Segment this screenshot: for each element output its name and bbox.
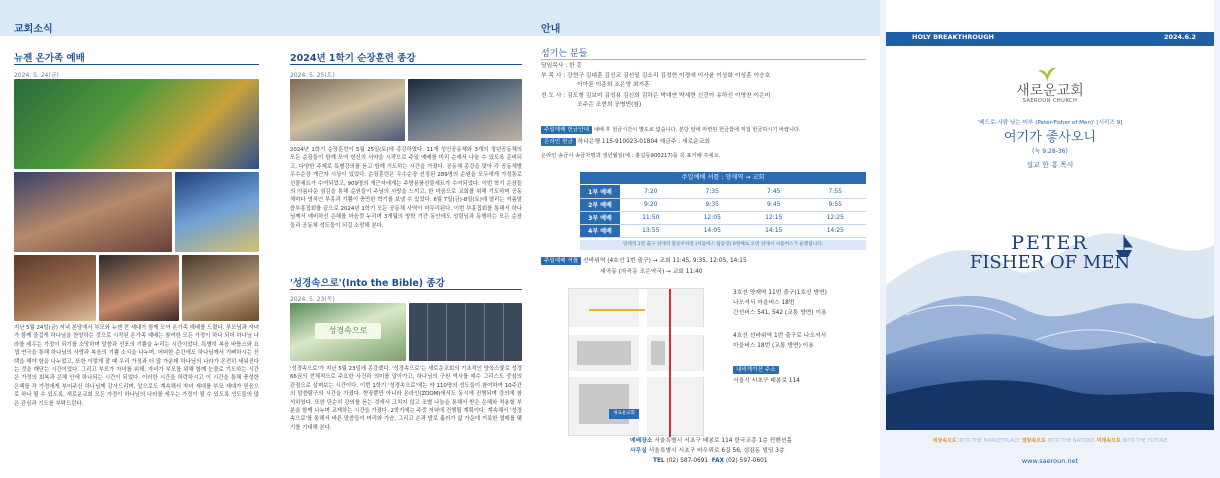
sermon-title: 여기가 좋사오니 — [1003, 130, 1097, 145]
transit2-line2: 마을버스 18번 (교통 방면) 이용 — [733, 343, 814, 349]
schedule-row-label: 4부 예배 — [580, 224, 620, 237]
schedule-time: 7:45 — [743, 185, 805, 198]
motto-1b: INTO THE MARKETPLACE — [958, 438, 1021, 444]
cover-date: 2024.6.2 — [1163, 33, 1196, 41]
addr-office-label: 사무실 — [630, 448, 647, 454]
motto-1a: 세상속으로 — [932, 438, 957, 444]
cover-wave-art — [886, 195, 1214, 430]
schedule-time: 12:25 — [805, 211, 867, 224]
schedule-table — [580, 185, 866, 238]
schedule-time: 7:35 — [682, 185, 744, 198]
transit1-line1: 3호선 양재역 11번 출구(1호선 방면) — [733, 290, 827, 296]
schedule-row — [580, 211, 866, 224]
motto-2a: 열방속으로 — [1021, 438, 1046, 444]
schedule-time: 14:05 — [682, 224, 744, 237]
transit1-line2: 나오셔서 마을버스 18번 — [733, 300, 795, 306]
map-route-red — [669, 289, 671, 437]
article1-photo-crowd — [14, 172, 172, 252]
map-road-h2 — [569, 371, 705, 377]
schedule-time: 9:20 — [620, 198, 682, 211]
schedule-row — [580, 185, 866, 198]
schedule-row-label: 1부 예배 — [580, 185, 620, 198]
cover-panel — [880, 0, 1220, 478]
schedule-time: 7:20 — [620, 185, 682, 198]
preacher: 한 홍 목사 — [1042, 161, 1074, 169]
news-header: 교회소식 — [14, 24, 53, 35]
church-name: 새로운교회 — [1016, 83, 1084, 99]
associate-line2: 이아론 이준희 조은영 최지훈 — [577, 82, 650, 88]
associate-line1: 강현구 김대훈 김선교 김선일 김소리 김정현 이경애 이사윤 이상화 이성훈 이승호 — [567, 73, 771, 79]
fax-label: FAX — [711, 458, 725, 464]
article2-body: 2024년 1학기 순장훈련이 5월 25일(토)에 종강하였다. 11개 성인공동체와 3개의 청년공동체의 모든 순장들이 함께 모여 헌신의 서약을 시작으로 주일 예배를 미리 순예서 나눌 수 있도록 준비되고, 다양한 주제로 특별강의를 듣고 함께 기도하는 시간을 가졌다. 공동체 종강을 맞아 각 공동체별 우수순장 개근자 시상이 있었다. 순장훈련은 우수순장 선정된 289명의 순원을 모두에게 가정통로선물세트가 수여되었고, 909명의 개근자에게는 주방용품선물세트가 수여되었다. 이번 학기 순장들의 아름다운 섬김을 통해 순원들이 주님의 사랑을 느끼고, 한 마음으로 교회를 위해 기도하며 공동체마다 영적인 부흥과 기쁨이 충만한 학기를 보낼 수 있었다. 6월 7일(금)-8일(토)에 열리는 여름말씀부흥집회를 끝으로 2024년 1학기 모든 공동체 사역이 마무리된다. 이번 부흥집회를 통해서 하나님께서 예비하신 은혜를 마음껏 누리며 3개월의 방학 기간 동안에도 성령님과 동행하는 모든 순장들과 공동체 성도들이 되길 소망해 본다. — [290, 147, 522, 229]
schedule-time: 14:25 — [805, 224, 867, 237]
online-offering-account: 하나은행 115-910023-01804 예금주 : 새로운교회 — [577, 139, 710, 145]
church-name-en: SAEROUN CHURCH — [1022, 98, 1078, 104]
article3-body: '성경속으로'가 지난 5월 23일에 종강했다. '성경속으로'는 새로운교회의 기초적인 양육스쿨로 성경 66권의 전체적으로 주요한 사건과 의미를 알아가고, 하나님의 구원 역사를 예수 그리스도 중심의 관점으로 살펴보는 시간이다. 이번 1학기 '성경속으로'에는 약 110명의 성도들이 참여하여 10주간의 말씀탐구의 시간을 가졌다. 현장뿐만 아니라 온라인(ZOOM)에서도 동시에 진행되며 강의에 참석하였다. 또한 단순히 강의를 듣는 것에서 그치지 않고 조별 나눔을 통해서 받은 은혜와 적용할 부분을 함께 나누며 교제하는 시간을 가졌다. 2학기에는 주중 저녁에 진행될 계획이다. 계속해서 '성경속으로'를 통해서 바른 말씀들이 머리와 가슴, 그리고 손과 발로 흘러가 삶 가운데 거룩한 열매를 맺기를 기대해 본다. — [290, 366, 522, 431]
article1-photo-3 — [182, 255, 259, 321]
schedule-time: 12:15 — [743, 211, 805, 224]
article3-photo-zoom — [409, 303, 522, 361]
cover-top-left: HOLY BREAKTHROUGH — [912, 33, 994, 41]
nav-label: 내비게이션 주소 — [733, 366, 779, 374]
article2-title: 2024년 1학기 순장훈련 종강 — [290, 53, 416, 64]
tel-label: TEL — [653, 458, 665, 464]
schedule-time: 14:15 — [743, 224, 805, 237]
news-header-bar — [0, 0, 535, 36]
offering-label: 주일예배 헌금안내 — [541, 126, 592, 134]
logo-line2: FISHER OF MEN — [969, 252, 1131, 273]
evangelist-line1: 김도형 김보미 김성용 김신희 김하은 박대연 박세현 신건아 유하선 이영찬 이은미 — [567, 93, 771, 99]
online-offering-label: 온라인 헌금 — [541, 138, 576, 146]
schedule-row — [580, 224, 866, 237]
article2-divider — [290, 64, 522, 65]
schedule-title: 주일예배 셔틀 : 양재역 → 교회 — [580, 172, 866, 184]
article1-title: 뉴젠 온가족 예배 — [14, 53, 85, 64]
senior-pastor: 한 홍 — [569, 63, 583, 69]
map-road-h1 — [569, 327, 705, 335]
location-map — [568, 288, 704, 436]
article1-photo-1 — [14, 255, 96, 321]
schedule-time: 9:55 — [805, 198, 867, 211]
schedule-time: 13:55 — [620, 224, 682, 237]
map-route-yellow — [589, 309, 645, 311]
schedule-time: 12:05 — [682, 211, 744, 224]
article1-body: 지난 5월 24일(금) 저녁 본당에서 부모와 뉴젠 전 세대가 함께 모여 온가족 예배를 드렸다. 부모님과 자녀가 함께 즐겁게 하나님을 찬양하는 것으로 시작된 온가족 예배는 참여한 모든 가정이 하나 되어 하나님 나라를 세우는 가정이 되기를 소망하며 말씀과 선포의 기쁨을 누리는 시간이었다. 특별히 복음 바틀스와 요셉 연극을 통해 하나님의 사랑과 복음의 기쁨 소식을 나누며, 어떠한 순간에도 하나님께서 기뻐하시는 선택을 해야 함을 나누었고, 또한 이렇게 잘 때 우리 가정과 더 많 가운데 하나님의 나라가 온전히 세워진다는 것을 깨닫는 시간이었다. 그리고 부모가 자녀를 위해, 자녀가 부모를 위해 함께 눈물로 기도하는 시간은 가정의 회복과 은혜 안에 하나되는 시간이 되었다. 이러한 시간을 허락하시고 이 시간을 통해 풍성한 은혜를 각 가정에게 부어주신 하나님께 감사드리며, 앞으로도 계속해서 자녀 세대를 부모 세대가 믿음으로 하나 될 수 있도록, 새로운교회 모든 가정이 하나님의 나라를 세우는 가정이 될 수 있도록 성도들의 많은 관심과 기도를 부탁드린다. — [14, 325, 259, 407]
sermon-series: '베드로-사람 낚는 어부 (Peter-Fisher of Men)' [시리즈 9] — [977, 120, 1123, 126]
article3-photo-group — [290, 303, 406, 361]
associate-label: 부 목 사 — [541, 73, 562, 79]
schedule-row — [580, 198, 866, 211]
motto-3a: 미래속으로 — [1096, 438, 1121, 444]
motto-2b: INTO THE NATIONS — [1047, 438, 1095, 444]
schedule-time: 11:50 — [620, 211, 682, 224]
shuttle-label: 주일예배 셔틀 — [541, 257, 581, 265]
tel: (02) 587-0691 — [666, 458, 709, 464]
evangelist-line2: 조주은 조현희 공병빈(참) — [577, 102, 642, 108]
article3-divider — [290, 289, 522, 290]
schedule-time: 9:45 — [743, 198, 805, 211]
article2-photo-1 — [290, 79, 405, 141]
website-link[interactable]: www.saeroun.net — [1021, 457, 1079, 465]
transit2-line1: 4호선 선바위역 1번 출구로 나오셔서 — [733, 333, 827, 339]
shuttle-line2: 세곡동 (자곡동 조은약국) → 교회 11:40 — [600, 269, 703, 275]
serving-divider — [541, 59, 866, 60]
motto — [880, 437, 1220, 444]
schedule-time: 9:35 — [682, 198, 744, 211]
article1-photo-2 — [99, 255, 179, 321]
serving-title: 섬기는 분들 — [541, 49, 588, 59]
map-block-2 — [651, 341, 665, 365]
article2-date: 2024. 5. 25(토) — [290, 72, 335, 79]
schedule-row-label: 2부 예배 — [580, 198, 620, 211]
article3-banner: 성경속으로 — [315, 323, 381, 339]
shuttle-line1: 선바위역 (4호선 1번 출구) → 교회 11:45, 9:35, 12:05, 14:15 — [583, 258, 747, 264]
news-panel — [0, 0, 535, 478]
offering-text: 예배 후 헌금시간이 별도로 없습니다. 본당 앞에 마련된 헌금함에 직접 헌금하시기 바랍니다. — [593, 127, 801, 133]
schedule-time: 7:55 — [805, 185, 867, 198]
nav-address: 서울시 서초구 태봉로 114 — [733, 378, 800, 384]
senior-pastor-label: 담임목사 — [541, 63, 564, 69]
transit1-line3: 간선버스 541, 542 (교통 방면) 이용 — [733, 310, 827, 316]
article1-photo-stage — [14, 79, 259, 169]
addr-worship-label: 예배장소 — [630, 438, 653, 444]
article3-date: 2024. 5. 23(목) — [290, 296, 335, 303]
online-offering-note: 온라인 송금시 송금자명과 생년월일(예 : 홍길동900217)를 꼭 표기해 주세요. — [541, 153, 721, 159]
scripture: (눅 9:28-36) — [1032, 148, 1068, 155]
map-block-1 — [577, 341, 631, 365]
article1-date: 2024. 5. 24(금) — [14, 72, 59, 79]
article1-divider — [14, 64, 259, 65]
addr-worship: 서울특별시 서초구 태봉로 114 한국교총 1층 컨벤션홀 — [654, 438, 793, 444]
motto-3b: INTO THE FUTURE — [1122, 438, 1168, 444]
preacher-label: 설교 — [1026, 161, 1040, 169]
info-panel: 안내 섬기는 분들 담임목사 : 한 홍 부 목 사 : 강현구 김대훈 김선교 김선일 김소리 김정현 이경애 이사윤 이상화 이성훈 이승호 이아론 이준희 조은영 최지훈 전 도 사 : 김도형 김보미 김성용 김신희 김하은 박대연 박세현 신건아 유하선 이영찬 이은미 조주은 조현희 공병빈(참) 주일예배 헌금안내 예배 후 헌금시간이 별도로 없습니다. 본당 앞에 마련된 헌금함에 직접 헌금하시기 바랍니다. 온라인 헌금 하나은행 115-910023-01804 예금주 : 새로운교회 온라인 송금시 송금자명과 생년월일(예 : 홍길동900217)를 꼭 표기해 주세요. 주일예배 셔틀 : 양재역 → 교회 1부 예배 7:20 7:35 7:45 7:55 2부 예배 9:20 9:35 9:45 9:55 3부 예배 11:50 12:05 12:15 12:25 4부 예배 13:55 14:05 14:15 14:25 양재역 1번 출구 양재역 환승주차장 (셔틀버스 탑승장) 8번째로 오면 양재시 셔틀버스가 운행됩니다. 주일예배 셔틀 선바위역 (4호선 1번 출구) → 교회 11:45, 9:35, 12:05, 14:15 세곡동 (자곡동 조은약국) → 교회 11:40 새로운교회 3호선 양재역 11번 출구(1호선 방면) 나오셔서 마을버스 18번 간선버스 541, 542 (교통 방면) 이용 4호선 선바위역 1번 출구로 나오셔서 마을버스 18번 (교통 방면) 이용 내비게이션 주소 서울시 서초구 태봉로 114 예배장소 서울특별시 서초구 태봉로 114 한국교총 1층 컨벤션홀 사무실 서울특별시 서초구 바우뫼로 6길 56, 섬김동 빌딩 3층 TEL (02) 587-0691 FAX (02) 597-0601 — [535, 0, 880, 478]
logo-line1: PETER — [1011, 232, 1089, 254]
info-header: 안내 — [541, 24, 561, 35]
article3-title: '성경속으로'(Into the Bible) 종강 — [290, 278, 445, 289]
fax: (02) 597-0601 — [725, 458, 768, 464]
evangelist-label: 전 도 사 — [541, 93, 562, 99]
schedule-note: 양재역 1번 출구 양재역 환승주차장 (셔틀버스 탑승장) 8번째로 오면 양재시 셔틀버스가 운행됩니다. — [580, 240, 866, 250]
article2-photo-2 — [408, 79, 522, 141]
schedule-row-label: 3부 예배 — [580, 211, 620, 224]
map-church-marker: 새로운교회 — [609, 409, 639, 419]
article1-photo-drama — [175, 172, 259, 252]
map-road-v1 — [639, 289, 647, 437]
info-header-bar — [535, 0, 880, 36]
cover-sheet — [886, 0, 1214, 430]
addr-office: 서울특별시 서초구 바우뫼로 6길 56, 섬김동 빌딩 3층 — [648, 448, 785, 454]
